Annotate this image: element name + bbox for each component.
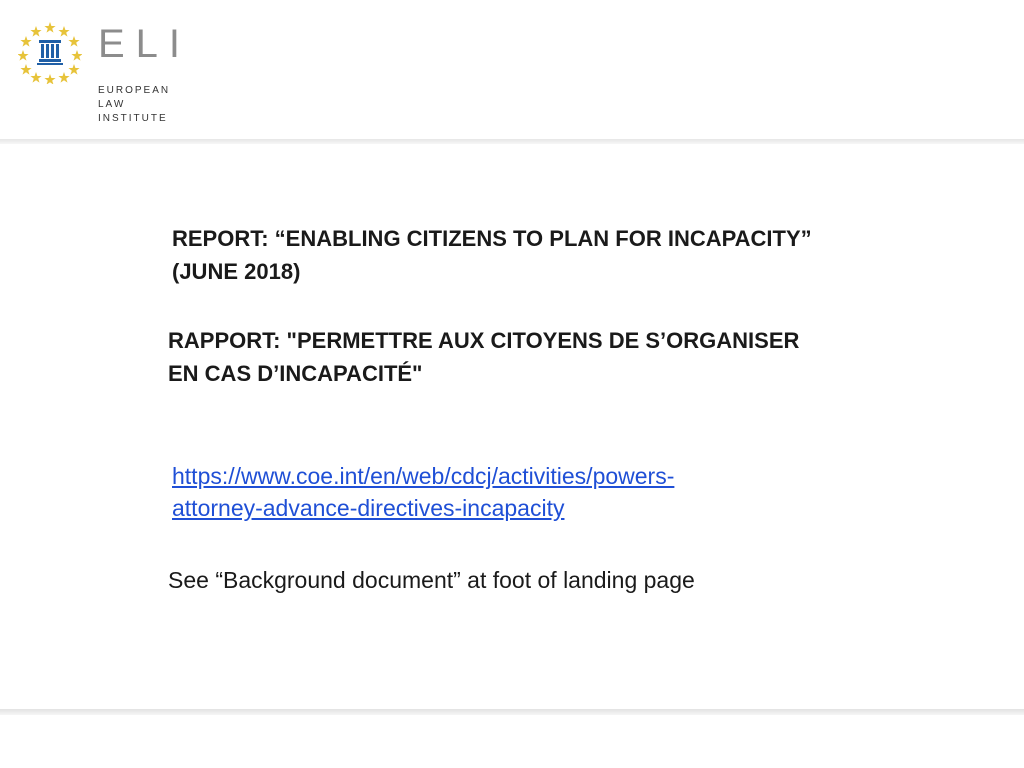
eli-logo-mark: ELI [98, 22, 192, 66]
slide-header [0, 0, 1024, 140]
report-title-french-line2: EN CAS D’INCAPACITÉ" [168, 361, 423, 386]
coe-report-link-line1[interactable]: https://www.coe.int/en/web/cdcj/activities/powers- [172, 463, 675, 489]
logo-line-institute: INSTITUTE [98, 113, 168, 124]
slide-content [0, 144, 1024, 710]
report-title-english [172, 222, 892, 288]
logo-line-european: EUROPEAN [98, 85, 171, 96]
eli-logo [18, 20, 198, 130]
eli-emblem-icon [18, 20, 82, 84]
coe-report-link-line2[interactable]: attorney-advance-directives-incapacity [172, 495, 565, 521]
logo-line-law: LAW [98, 99, 126, 110]
background-document-note: See “Background document” at foot of landing page [168, 567, 695, 593]
report-title-french-line1: RAPPORT: "PERMETTRE AUX CITOYENS DE S’ORGANISER [168, 328, 800, 353]
report-title-english-line1: REPORT: “ENABLING CITIZENS TO PLAN FOR INCAPACITY” [172, 226, 812, 251]
footer-divider [0, 709, 1024, 715]
coe-report-link[interactable] [172, 460, 832, 524]
report-title-english-line2: (JUNE 2018) [172, 259, 301, 284]
report-title-french [168, 324, 888, 390]
eli-logo-subtitle [98, 84, 170, 126]
